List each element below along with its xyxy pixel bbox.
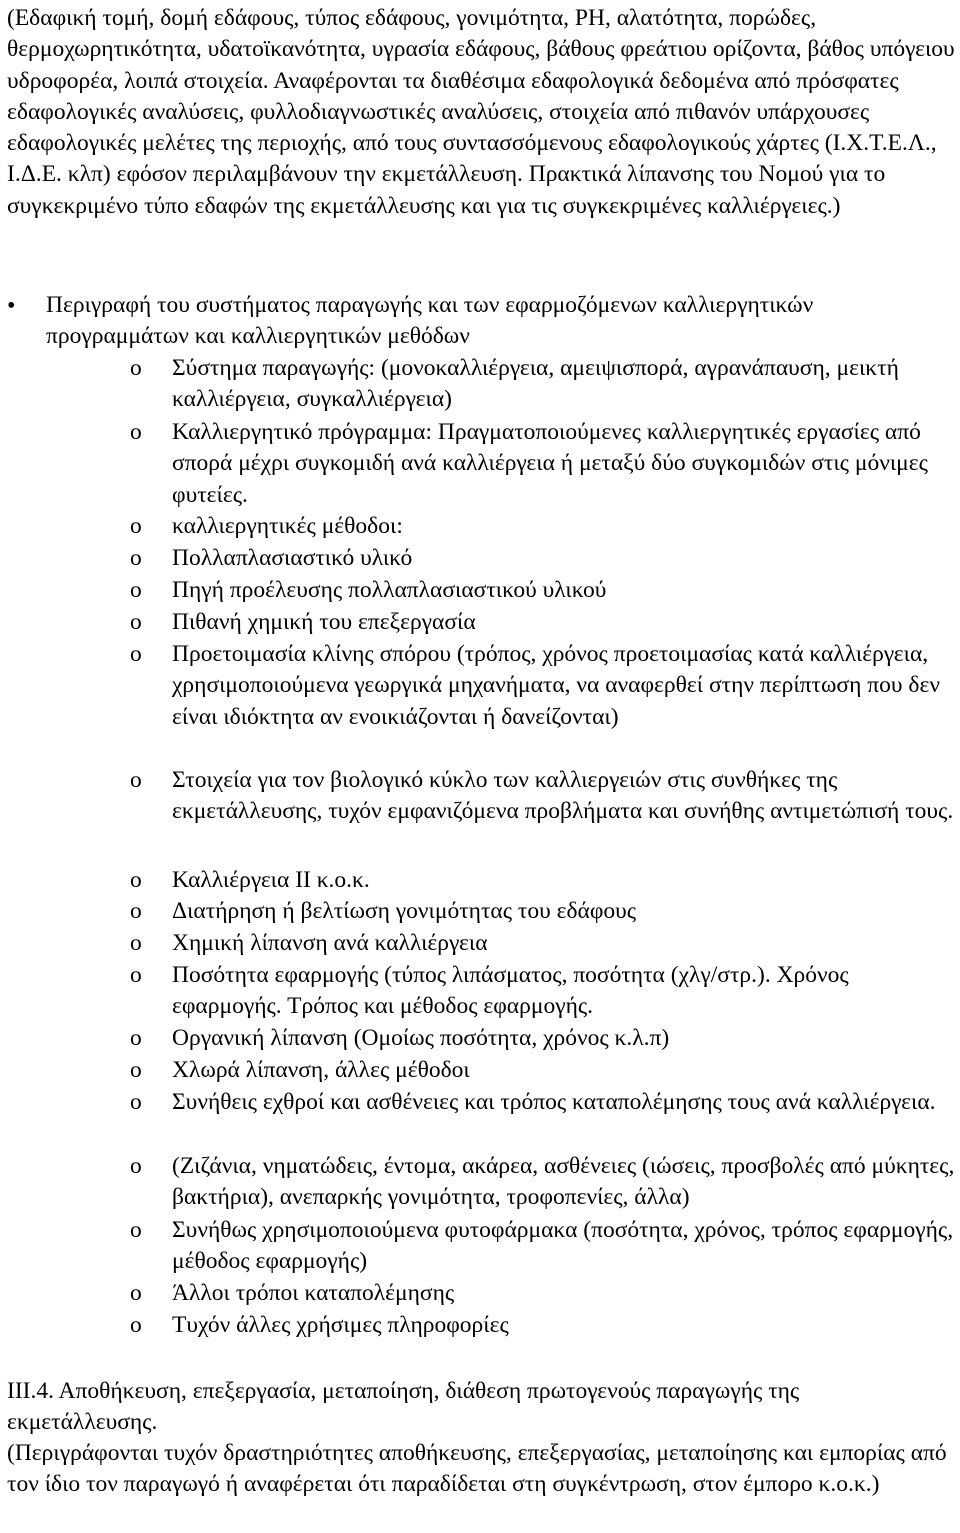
list-item-text: Χλωρά λίπανση, άλλες μέθοδοι xyxy=(172,1057,470,1083)
list-marker: o xyxy=(130,867,142,893)
list-marker: o xyxy=(130,1153,142,1179)
list-item-text: Συνήθως χρησιμοποιούμενα φυτοφάρμακα (ποσότητα, χρόνος, τρόπος εφαρμογής, μέθοδος εφαρμογής) xyxy=(172,1217,954,1275)
list-item-text: Άλλοι τρόποι καταπολέμησης xyxy=(172,1280,455,1306)
list-item-text: Οργανική λίπανση (Ομοίως ποσότητα, χρόνος κ.λ.π) xyxy=(172,1025,670,1051)
list-item-text: Καλλιεργητικό πρόγραμμα: Πραγματοποιούμενες καλλιεργητικές εργασίες από σπορά μέχρι συγκομιδή ανά καλλιέργεια ή μεταξύ δύο συγκομιδών στις μόνιμες φυτείες. xyxy=(172,419,928,508)
bullet-marker: • xyxy=(7,293,16,319)
list-marker: o xyxy=(130,898,142,924)
list-marker: o xyxy=(130,513,142,539)
list-item-text: Συνήθεις εχθροί και ασθένειες και τρόπος καταπολέμησης τους ανά καλλιέργεια. xyxy=(172,1089,936,1115)
list-marker: o xyxy=(130,609,142,635)
list-marker: o xyxy=(130,962,142,988)
list-marker: o xyxy=(130,419,142,445)
section-heading: ΙΙΙ.4. Αποθήκευση, επεξεργασία, μεταποίηση, διάθεση πρωτογενούς παραγωγής της εκμετάλλευσης. xyxy=(7,1378,800,1436)
list-item-text: Ποσότητα εφαρμογής (τύπος λιπάσματος, ποσότητα (χλγ/στρ.). Χρόνος εφαρμογής. Τρόπος και μέθοδος εφαρμογής. xyxy=(172,962,849,1020)
bullet-text: Περιγραφή του συστήματος παραγωγής και των εφαρμοζόμενων καλλιεργητικών προγραμμάτων και καλλιεργητικών μεθόδων xyxy=(46,292,814,350)
list-item-text: Σύστημα παραγωγής: (μονοκαλλιέργεια, αμειψισπορά, αγρανάπαυση, μεικτή καλλιέργεια, συγκαλλιέργεια) xyxy=(172,355,899,413)
list-marker: o xyxy=(130,1089,142,1115)
list-item-text: Προετοιμασία κλίνης σπόρου (τρόπος, χρόνος προετοιμασίας κατά καλλιέργεια, χρησιμοποιούμενα γεωργικά μηχανήματα, να αναφερθεί στην περίπτωση που δεν είναι ιδιόκτητα αν ενοικιάζονται ή δανείζονται) xyxy=(172,641,940,730)
list-marker: o xyxy=(130,930,142,956)
list-marker: o xyxy=(130,1057,142,1083)
intro-paragraph: (Εδαφική τομή, δομή εδάφους, τύπος εδάφους, γονιμότητα, PH, αλατότητα, πορώδες, θερμοχωρητικότητα, υδατοϊκανότητα, υγρασία εδάφους, βάθους φρεάτιου ορίζοντα, βάθος υπόγειου υδροφορέα, λοιπά στοιχεία. Αναφέρονται τα διαθέσιμα εδαφολογικά δεδομένα από πρόσφατες εδαφολογικές αναλύσεις, φυλλοδιαγνωστικές αναλύσεις, στοιχεία από πιθανόν υπάρχουσες εδαφολογικές μελέτες της περιοχής, από τους συντασσόμενους εδαφολογικούς χάρτες (Ι.Χ.Τ.Ε.Λ., Ι.Δ.Ε. κλπ) εφόσον περιλαμβάνουν την εκμετάλλευση. Πρακτικά λίπανσης του Νομού για το συγκεκριμένο τύπο εδαφών της εκμετάλλευσης και για τις συγκεκριμένες καλλιέργειες.) xyxy=(7,5,955,219)
list-item-text: Τυχόν άλλες χρήσιμες πληροφορίες xyxy=(172,1312,509,1338)
list-marker: o xyxy=(130,767,142,793)
closing-paragraph: (Περιγράφονται τυχόν δραστηριότητες αποθήκευσης, επεξεργασίας, μεταποίησης και εμπορίας από τον ίδιο τον παραγωγό ή αναφέρεται ότι παραδίδεται στη συγκέντρωση, στον έμπορο κ.ο.κ.) xyxy=(7,1440,947,1498)
list-item-text: Πολλαπλασιαστικό υλικό xyxy=(172,545,413,571)
list-marker: o xyxy=(130,545,142,571)
list-item-text: Χημική λίπανση ανά καλλιέργεια xyxy=(172,930,488,956)
list-item-text: (Ζιζάνια, νηματώδεις, έντομα, ακάρεα, ασθένειες (ιώσεις, προσβολές από μύκητες, βακτήρια), ανεπαρκής γονιμότητα, τροφοπενίες, άλλα) xyxy=(172,1153,955,1211)
list-item-text: Στοιχεία για τον βιολογικό κύκλο των καλλιεργειών στις συνθήκες της εκμετάλλευσης, τυχόν εμφανιζόμενα προβλήματα και συνήθης αντιμετώπισή τους. xyxy=(172,767,954,825)
list-item-text: Πιθανή χημική του επεξεργασία xyxy=(172,609,476,635)
list-marker: o xyxy=(130,641,142,667)
list-item-text: καλλιεργητικές μέθοδοι: xyxy=(172,513,403,539)
list-item-text: Πηγή προέλευσης πολλαπλασιαστικού υλικού xyxy=(172,577,607,603)
list-item-text: Διατήρηση ή βελτίωση γονιμότητας του εδάφους xyxy=(172,898,637,924)
list-marker: o xyxy=(130,577,142,603)
list-marker: o xyxy=(130,1217,142,1243)
list-marker: o xyxy=(130,1025,142,1051)
list-item-text: Καλλιέργεια ΙΙ κ.ο.κ. xyxy=(172,867,370,893)
list-marker: o xyxy=(130,355,142,381)
list-marker: o xyxy=(130,1280,142,1306)
list-marker: o xyxy=(130,1312,142,1338)
